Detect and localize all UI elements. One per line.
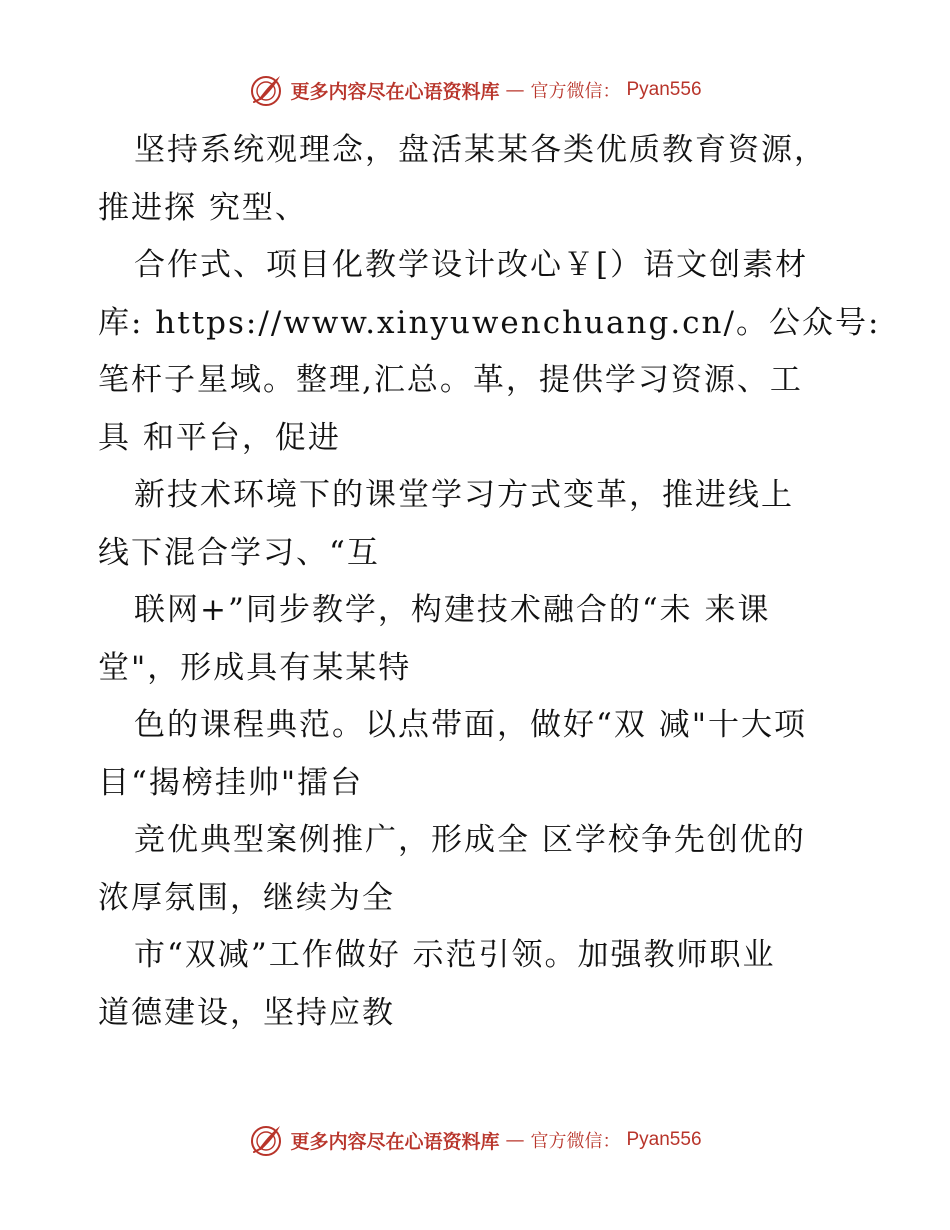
paragraph-line: 库: https://www.xinyuwenchuang.cn/。公众号: (98, 304, 881, 341)
paragraph-line: 线下混合学习、“互 (98, 534, 380, 571)
paragraph-line: 市“双减”工作做好 示范引领。加强教师职业 (134, 937, 776, 973)
paragraph-line: 目“揭榜挂帅"擂台 (98, 764, 364, 801)
paragraph-line: 推进探 究型、 (98, 189, 308, 226)
header-banner (0, 70, 950, 110)
paragraph-line: 坚持系统观理念，盘活某某各类优质教育资源， (134, 132, 827, 168)
paragraph-line: 笔杆子星域。整理,汇总。革，提供学习资源、工 (98, 362, 803, 398)
paragraph-line: 道德建设，坚持应教 (98, 994, 395, 1031)
footer-wechat-id: Pyan556 (626, 1129, 702, 1150)
paragraph-line: 合作式、项目化教学设计改心￥[）语文创素材 (134, 247, 809, 283)
paragraph-line: 联网+”同步教学，构建技术融合的“未 来课 (134, 592, 771, 628)
paragraph-line: 堂"，形成具有某某特 (98, 649, 412, 686)
header-wechat-label: 官方微信： (530, 81, 621, 102)
paragraph-line: 浓厚氛围，继续为全 (98, 879, 395, 916)
paragraph-line: 新技术环境下的课堂学习方式变革，推进线上 (134, 477, 794, 513)
footer-banner-text: 更多内容尽在心语资料库 (290, 1130, 500, 1153)
document-body (98, 122, 881, 1042)
paragraph-line: 竞优典型案例推广，形成全 区学校争先创优的 (134, 822, 806, 858)
header-wechat-id: Pyan556 (626, 79, 702, 100)
paragraph-line: 色的课程典范。以点带面，做好“双 减"十大项 (134, 707, 807, 743)
quill-logo-icon (248, 1122, 284, 1158)
header-banner-text: 更多内容尽在心语资料库 (290, 80, 500, 103)
footer-banner-separator: — (505, 1129, 525, 1151)
paragraph-line: 具 和平台，促进 (98, 419, 341, 456)
footer-wechat-label: 官方微信： (530, 1131, 621, 1152)
header-banner-separator: — (505, 79, 525, 101)
quill-logo-icon (248, 72, 284, 108)
footer-banner (0, 1120, 950, 1160)
